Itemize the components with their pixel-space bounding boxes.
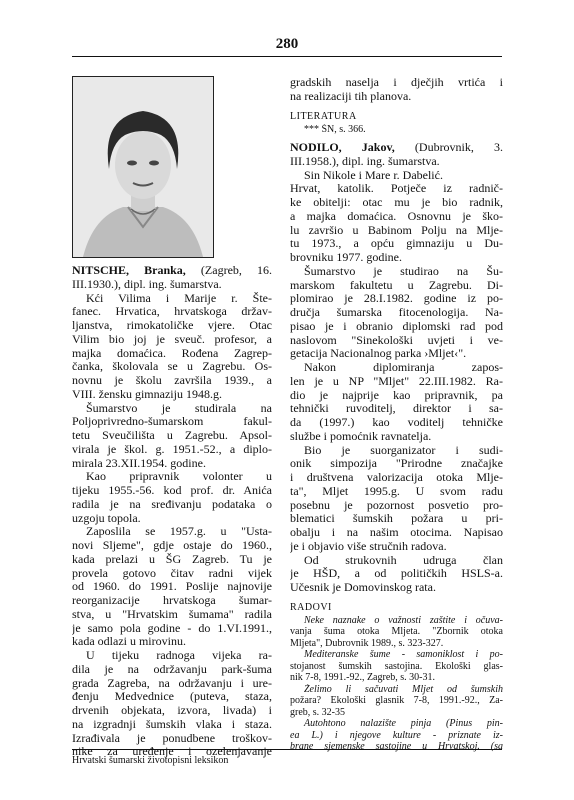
text-line: Nakon diplomiranja zapos- — [304, 361, 503, 374]
text-line: dila je na održavanju park-šuma — [72, 662, 272, 676]
text-line: provela gotovo čitav radni vijek — [72, 566, 272, 580]
text-line: III.1930.), dipl. ing. šumarstva. — [72, 277, 222, 291]
entry-heading-tail: (Dubrovnik, 3. — [394, 141, 503, 154]
entry-heading — [290, 141, 503, 155]
works-line: Autohtono nalazište pinja (Pinus pin- — [304, 718, 503, 730]
text-line: Poljoprivredno-šumarskom fakul- — [72, 415, 272, 429]
text-line: tijeku 1955.-56. kod prof. dr. Anića — [72, 484, 272, 497]
text-line: Kći Vilima i Marije r. Šte- — [86, 291, 272, 305]
footer-text: Hrvatski šumarski životopisni leksikon — [72, 755, 229, 766]
literature-heading: LITERATURA — [290, 110, 357, 122]
works-line: požara? Ekološki glasnik 7-8, 1991.-92., Za- — [290, 695, 503, 707]
text-line: majka domaćica. Rođena Zagrep- — [72, 346, 272, 360]
text-line: drvenih objekata, izvora, livada) i — [72, 704, 272, 717]
text-line: čanka, školovala se u Zagrebu. Os- — [72, 360, 272, 374]
works-line: Mediteranske šume - samoniklost i po- — [304, 649, 503, 661]
text-line: kada prelazi u ŠG Zagreb. Tu je — [72, 552, 272, 566]
text-line: radila je na sređivanju podataka o — [72, 497, 272, 511]
text-line: brovniku 1977. godine. — [290, 251, 402, 264]
text-line: reorganizacije hrvatskoga šumar- — [72, 594, 272, 607]
text-line: len je u NP "Mljet" 22.III.1982. Ra- — [290, 374, 503, 388]
text-line: III.1958.), dipl. ing. šumarstva. — [290, 154, 440, 168]
entry-heading-tail: (Zagreb, 16. — [185, 264, 272, 277]
text-line: ta", Mljet 1995.g. U svom radu — [290, 484, 503, 498]
text-line: na realizaciji tih planova. — [290, 89, 412, 103]
works-line: Mljeta", Dubrovnik 1989., s. 323-327. — [290, 637, 444, 649]
text-line: kada odlazi u mirovinu. — [72, 635, 186, 649]
works-heading: RADOVI — [290, 601, 332, 613]
text-line: plomirao je 28.I.1982. godine iz po- — [290, 292, 503, 306]
text-line: virala je škol. g. 1951.-52., a diplo- — [72, 442, 272, 456]
text-line: pisao je i obranio diplomski rad pod — [290, 319, 503, 333]
text-line: VIII. žensku gimnaziju 1948.g. — [72, 387, 222, 401]
text-line: Bio je suorganizator i sudi- — [304, 443, 503, 457]
text-line: lu završio u Babinom Polju na Mlje- — [290, 223, 503, 237]
footer-rule — [72, 749, 502, 750]
works-line: vanja šuma otoka Mljeta. "Zbornik otoka — [290, 626, 503, 638]
text-line: Izrađivala je ponudbene troškov- — [72, 731, 272, 745]
text-line: ke obitelji: otac mu je bio radnik, — [290, 196, 503, 209]
text-line: dio je najprije kao pripravnik, pa — [290, 388, 503, 402]
text-line: grada Zagreba, na održavanju i ure- — [72, 676, 272, 690]
text-line: Vilim bio joj je sveuč. profesor, a — [72, 332, 272, 346]
works-line: brane sjemenske sastojine u Hrvatskoj. (sa — [290, 741, 503, 753]
text-line: getacija Nacionalnog parka ›Mljet‹". — [290, 347, 467, 361]
text-line: novnu je školu završila 1939., a — [72, 374, 272, 387]
portrait-image — [73, 77, 213, 257]
page-number: 280 — [275, 36, 299, 52]
text-line: tehnički ruvoditelj, direktor i sa- — [290, 402, 503, 416]
works-line: Želimo li sačuvati Mljet od šumskih — [304, 683, 503, 695]
text-line: Hrvat, katolik. Potječe iz radnič- — [290, 182, 503, 196]
works-line: Neke naznake o važnosti zaštite i očuva- — [304, 614, 503, 626]
text-line: fanec. Hrvatica, hrvatskoga držav- — [72, 305, 272, 319]
text-line: je samo pola godine - do 1.VI.1991., — [72, 621, 272, 635]
text-line: a majka domaćica. Osnovnu je ško- — [290, 209, 503, 223]
text-line: uzgoju topola. — [72, 511, 141, 525]
works-line: stojanost šumskih sastojina. Ekološki glas- — [290, 660, 503, 672]
text-line: mirala 23.XII.1954. godine. — [72, 456, 206, 470]
text-line: U tijeku radnoga vijeka ra- — [86, 649, 272, 662]
text-line: ljanstva, rimokatoličke vjere. Otac — [72, 319, 272, 332]
text-line: Sin Nikole i Mare r. Dabelić. — [304, 168, 443, 182]
text-line: đenju Medvednice (puteva, staza, — [72, 690, 272, 704]
text-line: je i objavio više stručnih radova. — [290, 539, 447, 553]
text-line: dručja šumarska fitocenologija. Na- — [290, 306, 503, 319]
text-line: marskom fakultetu u Zagrebu. Di- — [290, 278, 503, 292]
text-line: naslovom "Sinekološki uvjeti i ve- — [290, 333, 503, 347]
text-line: Šumarstvo je studirala na — [86, 401, 272, 415]
works-line: nik 7-8, 1991.-92., Zagreb, s. 30-31. — [290, 672, 435, 684]
text-line: od 1960. do 1991. Poslije najnovije — [72, 580, 272, 594]
header-rule — [72, 56, 502, 57]
text-line: blematici šumskih požara u pri- — [290, 512, 503, 526]
text-line: gradskih naselja i dječjih vrtića i — [290, 76, 503, 89]
text-line: onik simpozija "Prirodne značajke — [290, 457, 503, 471]
entry-heading — [72, 264, 272, 278]
text-line: posebnu je pozornost posvetio pro- — [290, 498, 503, 512]
text-line: stva, u "Hrvatskim šumama" radila — [72, 607, 272, 621]
right-column — [290, 76, 503, 753]
text-line: tetu Sveučilišta u Zagrebu. Apsol- — [72, 429, 272, 442]
entry-name: NODILO, Jakov, — [290, 141, 395, 154]
literature-reference: *** ŠN, s. 366. — [304, 123, 366, 135]
text-line: Šumarstvo je studirao na Šu- — [304, 264, 503, 278]
text-line: na izgradnji šumskih vlaka i staza. — [72, 717, 272, 731]
text-line: i društvena valorizacija otoka Mlje- — [290, 471, 503, 484]
text-line: Zaposlila se 1957.g. u "Usta- — [86, 525, 272, 539]
text-line: tu 1973., a opću gimnaziju u Du- — [290, 237, 503, 251]
text-line: je HŠD, a od političkih HSLS-a. — [290, 567, 503, 581]
works-line: greb, s. 32-35 — [290, 706, 345, 718]
text-line: novi Sljeme", gdje ostaje do 1960., — [72, 539, 272, 552]
text-line: obalju i na našim otocima. Napisao — [290, 526, 503, 539]
left-column — [72, 76, 272, 759]
portrait-photo — [72, 76, 214, 258]
entry-name: NITSCHE, Branka, — [72, 264, 186, 277]
text-line: službe i pomoćnik ravnatelja. — [290, 429, 432, 443]
text-line: da (1997.) kao voditelj tehničke — [290, 416, 503, 429]
works-line: ea L.) i njegove kulture - priznate iz- — [290, 729, 503, 741]
text-line: Kao pripravnik volonter u — [86, 470, 272, 484]
text-line: Od strukovnih udruga član — [304, 553, 503, 567]
text-line: nike za uređenje i ozelenjavanje — [72, 745, 272, 759]
text-line: Učesnik je Domovinskog rata. — [290, 581, 436, 594]
